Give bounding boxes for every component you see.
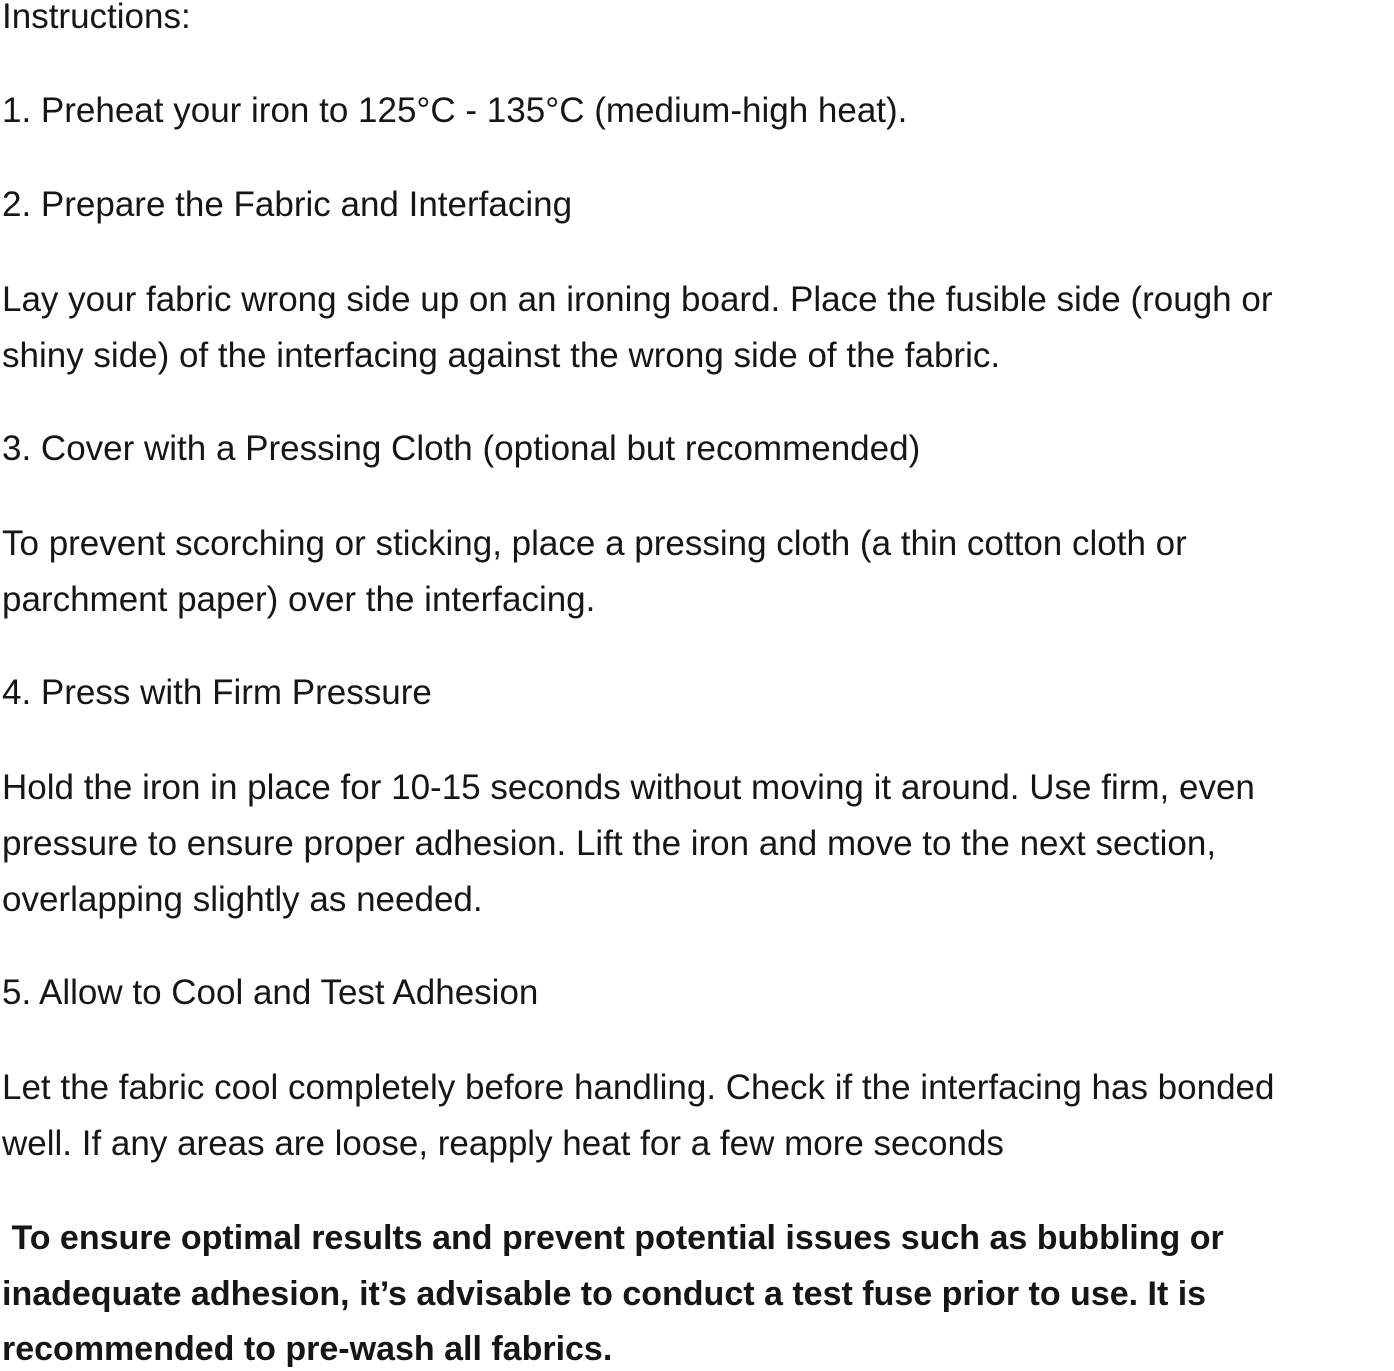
step-4-body-line-1: Hold the iron in place for 10-15 seconds without moving it around. Use firm, even xyxy=(2,768,1255,807)
note-line-2: inadequate adhesion, it’s advisable to conduct a test fuse prior to use. It is xyxy=(2,1275,1207,1313)
step-2-title: 2. Prepare the Fabric and Interfacing xyxy=(2,185,573,224)
step-4-body-line-3: overlapping slightly as needed. xyxy=(2,880,483,919)
step-1-title: 1. Preheat your iron to 125°C - 135°C (medium-high heat). xyxy=(2,91,908,130)
step-4-body-line-2: pressure to ensure proper adhesion. Lift the iron and move to the next section, xyxy=(2,824,1217,863)
step-3-title: 3. Cover with a Pressing Cloth (optional but recommended) xyxy=(2,429,921,468)
note-line-1: To ensure optimal results and prevent potential issues such as bubbling or xyxy=(2,1219,1224,1257)
step-4-title: 4. Press with Firm Pressure xyxy=(2,673,432,712)
step-5-body-line-2: well. If any areas are loose, reapply heat for a few more seconds xyxy=(2,1124,1004,1163)
note-line-3: recommended to pre-wash all fabrics. xyxy=(2,1330,613,1368)
step-3-body-line-1: To prevent scorching or sticking, place a pressing cloth (a thin cotton cloth or xyxy=(2,524,1187,563)
instructions-heading: Instructions: xyxy=(2,0,191,36)
step-3-body-line-2: parchment paper) over the interfacing. xyxy=(2,580,596,619)
step-2-body-line-1: Lay your fabric wrong side up on an ironing board. Place the fusible side (rough or xyxy=(2,280,1273,319)
step-2-body-line-2: shiny side) of the interfacing against the wrong side of the fabric. xyxy=(2,336,1001,375)
step-5-title: 5. Allow to Cool and Test Adhesion xyxy=(2,973,539,1012)
step-5-body-line-1: Let the fabric cool completely before handling. Check if the interfacing has bonded xyxy=(2,1068,1275,1107)
